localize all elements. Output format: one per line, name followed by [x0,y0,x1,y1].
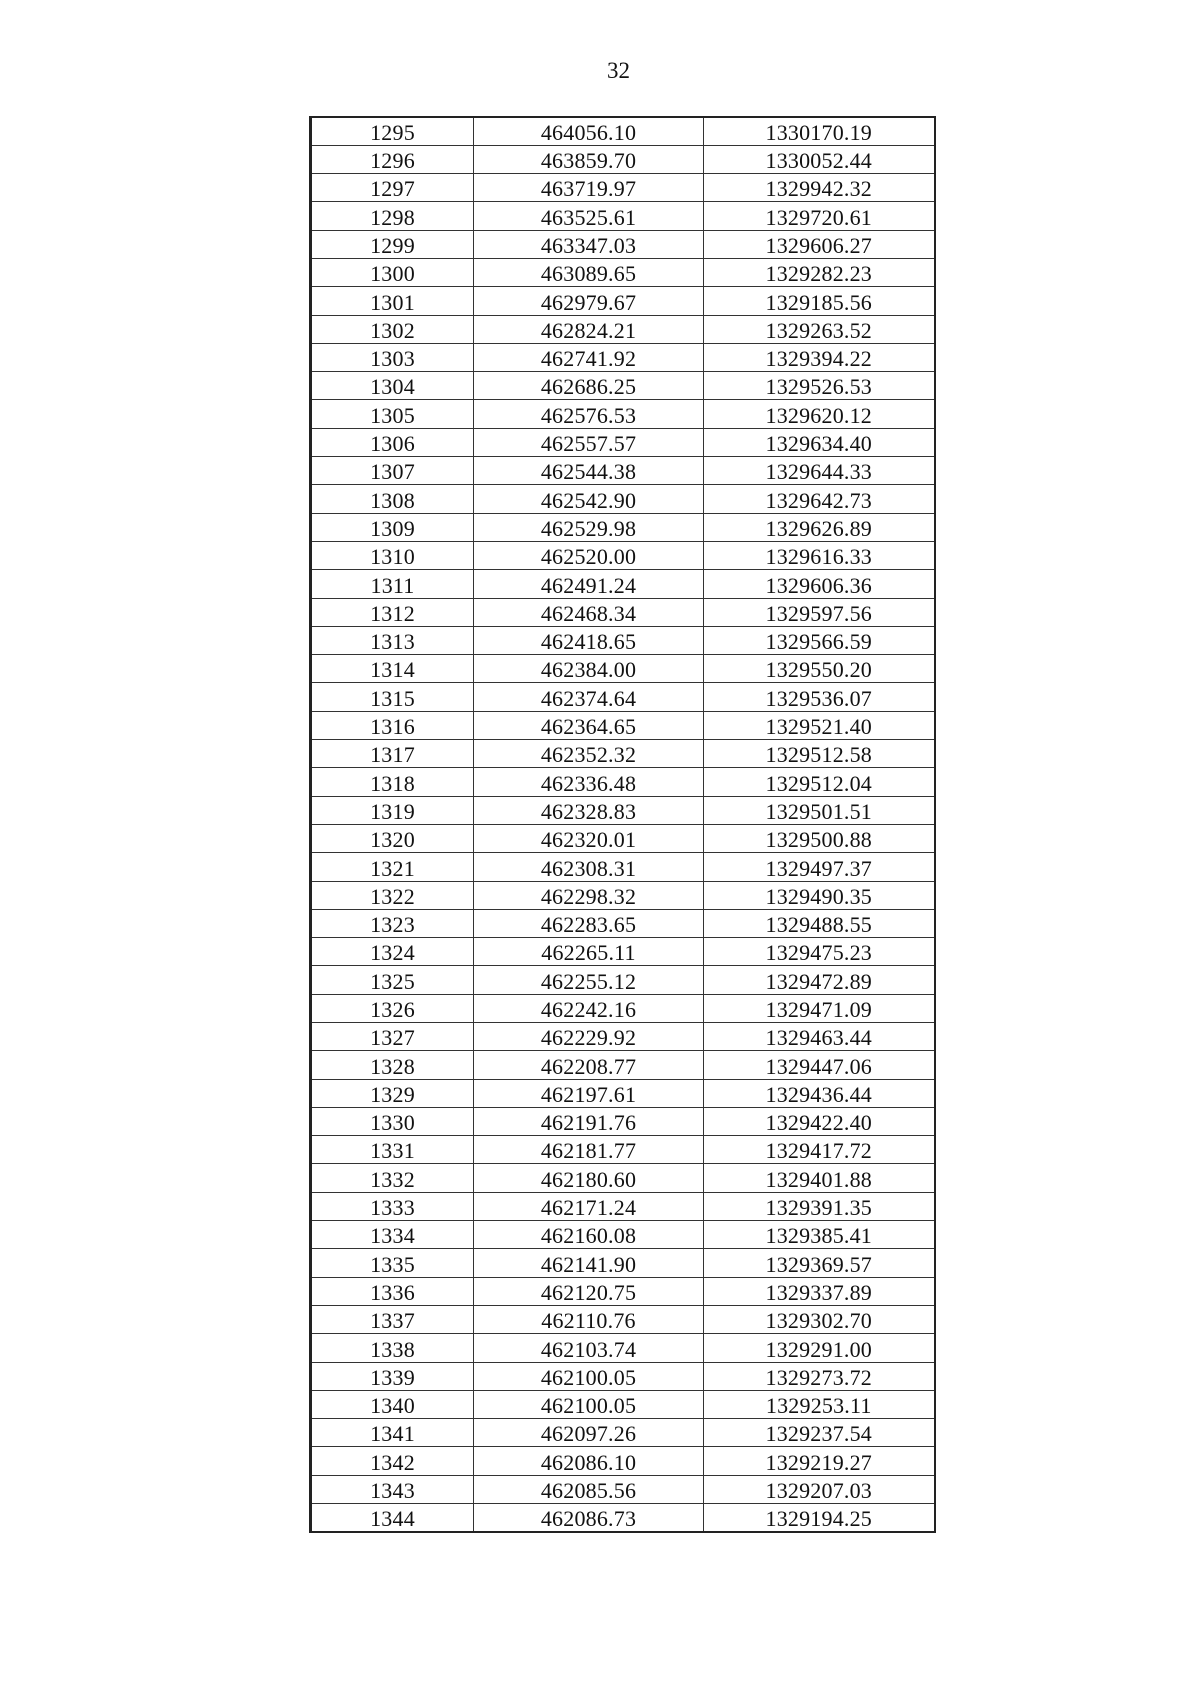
y-coordinate-cell: 1329436.44 [704,1079,935,1107]
y-coordinate-cell: 1329263.52 [704,315,935,343]
table-row [311,626,935,654]
table-row [311,909,935,937]
table-row [311,1334,935,1362]
y-coordinate-cell: 1329369.57 [704,1249,935,1277]
x-coordinate-cell: 462741.92 [474,343,704,371]
y-coordinate-cell: 1329219.27 [704,1447,935,1475]
y-coordinate-cell: 1329385.41 [704,1221,935,1249]
y-coordinate-cell: 1330170.19 [704,117,935,145]
table-row [311,1305,935,1333]
table-row [311,1107,935,1135]
x-coordinate-cell: 462160.08 [474,1221,704,1249]
table-row [311,457,935,485]
y-coordinate-cell: 1329626.89 [704,513,935,541]
x-coordinate-cell: 462110.76 [474,1305,704,1333]
table-row [311,1390,935,1418]
y-coordinate-cell: 1329497.37 [704,853,935,881]
point-number-cell: 1295 [311,117,474,145]
point-number-cell: 1318 [311,768,474,796]
point-number-cell: 1339 [311,1362,474,1390]
table-row [311,174,935,202]
y-coordinate-cell: 1329488.55 [704,909,935,937]
y-coordinate-cell: 1329291.00 [704,1334,935,1362]
coordinates-table [309,116,936,1533]
table-row [311,428,935,456]
table-row [311,1249,935,1277]
table-row [311,400,935,428]
point-number-cell: 1334 [311,1221,474,1249]
point-number-cell: 1312 [311,598,474,626]
x-coordinate-cell: 462308.31 [474,853,704,881]
point-number-cell: 1299 [311,230,474,258]
y-coordinate-cell: 1329550.20 [704,655,935,683]
x-coordinate-cell: 462181.77 [474,1136,704,1164]
x-coordinate-cell: 462242.16 [474,994,704,1022]
y-coordinate-cell: 1329512.04 [704,768,935,796]
y-coordinate-cell: 1329337.89 [704,1277,935,1305]
y-coordinate-cell: 1329253.11 [704,1390,935,1418]
y-coordinate-cell: 1330052.44 [704,145,935,173]
point-number-cell: 1300 [311,258,474,286]
table-row [311,683,935,711]
x-coordinate-cell: 462208.77 [474,1051,704,1079]
table-row [311,1504,935,1532]
x-coordinate-cell: 463089.65 [474,258,704,286]
table-row [311,796,935,824]
y-coordinate-cell: 1329606.27 [704,230,935,258]
y-coordinate-cell: 1329447.06 [704,1051,935,1079]
table-row [311,1362,935,1390]
point-number-cell: 1329 [311,1079,474,1107]
y-coordinate-cell: 1329273.72 [704,1362,935,1390]
x-coordinate-cell: 462265.11 [474,938,704,966]
point-number-cell: 1307 [311,457,474,485]
y-coordinate-cell: 1329422.40 [704,1107,935,1135]
point-number-cell: 1332 [311,1164,474,1192]
point-number-cell: 1340 [311,1390,474,1418]
table-row [311,541,935,569]
x-coordinate-cell: 462283.65 [474,909,704,937]
x-coordinate-cell: 462100.05 [474,1362,704,1390]
table-row [311,740,935,768]
point-number-cell: 1323 [311,909,474,937]
y-coordinate-cell: 1329606.36 [704,570,935,598]
y-coordinate-cell: 1329207.03 [704,1475,935,1503]
y-coordinate-cell: 1329634.40 [704,428,935,456]
table-row [311,824,935,852]
x-coordinate-cell: 463859.70 [474,145,704,173]
table-row [311,315,935,343]
x-coordinate-cell: 462418.65 [474,626,704,654]
x-coordinate-cell: 462086.73 [474,1504,704,1532]
table-row [311,1277,935,1305]
y-coordinate-cell: 1329501.51 [704,796,935,824]
x-coordinate-cell: 462544.38 [474,457,704,485]
point-number-cell: 1311 [311,570,474,598]
x-coordinate-cell: 462180.60 [474,1164,704,1192]
x-coordinate-cell: 462529.98 [474,513,704,541]
table-row [311,1051,935,1079]
point-number-cell: 1315 [311,683,474,711]
y-coordinate-cell: 1329536.07 [704,683,935,711]
point-number-cell: 1296 [311,145,474,173]
table-row [311,1079,935,1107]
point-number-cell: 1326 [311,994,474,1022]
y-coordinate-cell: 1329942.32 [704,174,935,202]
y-coordinate-cell: 1329394.22 [704,343,935,371]
point-number-cell: 1298 [311,202,474,230]
table-row [311,1192,935,1220]
x-coordinate-cell: 463347.03 [474,230,704,258]
y-coordinate-cell: 1329302.70 [704,1305,935,1333]
table-row [311,1419,935,1447]
table-row [311,570,935,598]
y-coordinate-cell: 1329644.33 [704,457,935,485]
x-coordinate-cell: 462824.21 [474,315,704,343]
table-row [311,711,935,739]
table-row [311,230,935,258]
point-number-cell: 1325 [311,966,474,994]
point-number-cell: 1344 [311,1504,474,1532]
x-coordinate-cell: 462320.01 [474,824,704,852]
y-coordinate-cell: 1329500.88 [704,824,935,852]
table-row [311,513,935,541]
x-coordinate-cell: 462191.76 [474,1107,704,1135]
x-coordinate-cell: 462468.34 [474,598,704,626]
table-row [311,202,935,230]
x-coordinate-cell: 462328.83 [474,796,704,824]
x-coordinate-cell: 462542.90 [474,485,704,513]
point-number-cell: 1342 [311,1447,474,1475]
point-number-cell: 1321 [311,853,474,881]
point-number-cell: 1303 [311,343,474,371]
point-number-cell: 1308 [311,485,474,513]
x-coordinate-cell: 462686.25 [474,372,704,400]
point-number-cell: 1331 [311,1136,474,1164]
x-coordinate-cell: 462171.24 [474,1192,704,1220]
table-row [311,994,935,1022]
point-number-cell: 1314 [311,655,474,683]
x-coordinate-cell: 462364.65 [474,711,704,739]
x-coordinate-cell: 463719.97 [474,174,704,202]
x-coordinate-cell: 462197.61 [474,1079,704,1107]
x-coordinate-cell: 462336.48 [474,768,704,796]
point-number-cell: 1322 [311,881,474,909]
x-coordinate-cell: 462255.12 [474,966,704,994]
x-coordinate-cell: 462103.74 [474,1334,704,1362]
table-row [311,117,935,145]
y-coordinate-cell: 1329597.56 [704,598,935,626]
y-coordinate-cell: 1329526.53 [704,372,935,400]
table-row [311,343,935,371]
table-row [311,768,935,796]
point-number-cell: 1320 [311,824,474,852]
table-row [311,1136,935,1164]
point-number-cell: 1341 [311,1419,474,1447]
table-row [311,881,935,909]
y-coordinate-cell: 1329391.35 [704,1192,935,1220]
point-number-cell: 1319 [311,796,474,824]
table-row [311,966,935,994]
point-number-cell: 1328 [311,1051,474,1079]
y-coordinate-cell: 1329463.44 [704,1023,935,1051]
point-number-cell: 1333 [311,1192,474,1220]
table-row [311,1023,935,1051]
x-coordinate-cell: 463525.61 [474,202,704,230]
x-coordinate-cell: 462352.32 [474,740,704,768]
x-coordinate-cell: 462979.67 [474,287,704,315]
x-coordinate-cell: 462086.10 [474,1447,704,1475]
y-coordinate-cell: 1329475.23 [704,938,935,966]
x-coordinate-cell: 462100.05 [474,1390,704,1418]
table-row [311,258,935,286]
point-number-cell: 1301 [311,287,474,315]
table-row [311,145,935,173]
y-coordinate-cell: 1329417.72 [704,1136,935,1164]
table-row [311,287,935,315]
point-number-cell: 1330 [311,1107,474,1135]
point-number-cell: 1302 [311,315,474,343]
point-number-cell: 1335 [311,1249,474,1277]
y-coordinate-cell: 1329616.33 [704,541,935,569]
y-coordinate-cell: 1329720.61 [704,202,935,230]
y-coordinate-cell: 1329282.23 [704,258,935,286]
y-coordinate-cell: 1329471.09 [704,994,935,1022]
table-row [311,1221,935,1249]
point-number-cell: 1317 [311,740,474,768]
x-coordinate-cell: 462374.64 [474,683,704,711]
point-number-cell: 1304 [311,372,474,400]
point-number-cell: 1327 [311,1023,474,1051]
page-number: 32 [607,58,630,83]
point-number-cell: 1305 [311,400,474,428]
y-coordinate-cell: 1329237.54 [704,1419,935,1447]
point-number-cell: 1313 [311,626,474,654]
table-row [311,598,935,626]
point-number-cell: 1306 [311,428,474,456]
table-row [311,485,935,513]
point-number-cell: 1316 [311,711,474,739]
point-number-cell: 1309 [311,513,474,541]
y-coordinate-cell: 1329185.56 [704,287,935,315]
point-number-cell: 1324 [311,938,474,966]
table-row [311,1475,935,1503]
y-coordinate-cell: 1329490.35 [704,881,935,909]
x-coordinate-cell: 462120.75 [474,1277,704,1305]
point-number-cell: 1338 [311,1334,474,1362]
table-row [311,938,935,966]
x-coordinate-cell: 462097.26 [474,1419,704,1447]
y-coordinate-cell: 1329194.25 [704,1504,935,1532]
y-coordinate-cell: 1329566.59 [704,626,935,654]
coordinates-table-body [311,117,935,1532]
y-coordinate-cell: 1329472.89 [704,966,935,994]
table-row [311,1447,935,1475]
x-coordinate-cell: 462229.92 [474,1023,704,1051]
x-coordinate-cell: 462520.00 [474,541,704,569]
y-coordinate-cell: 1329401.88 [704,1164,935,1192]
table-row [311,1164,935,1192]
point-number-cell: 1337 [311,1305,474,1333]
table-row [311,853,935,881]
point-number-cell: 1310 [311,541,474,569]
point-number-cell: 1297 [311,174,474,202]
point-number-cell: 1343 [311,1475,474,1503]
y-coordinate-cell: 1329642.73 [704,485,935,513]
point-number-cell: 1336 [311,1277,474,1305]
y-coordinate-cell: 1329620.12 [704,400,935,428]
x-coordinate-cell: 462298.32 [474,881,704,909]
coordinates-table-container [309,116,933,1533]
table-row [311,655,935,683]
x-coordinate-cell: 462576.53 [474,400,704,428]
x-coordinate-cell: 462557.57 [474,428,704,456]
y-coordinate-cell: 1329521.40 [704,711,935,739]
x-coordinate-cell: 462141.90 [474,1249,704,1277]
x-coordinate-cell: 462085.56 [474,1475,704,1503]
x-coordinate-cell: 462491.24 [474,570,704,598]
x-coordinate-cell: 462384.00 [474,655,704,683]
table-row [311,372,935,400]
x-coordinate-cell: 464056.10 [474,117,704,145]
y-coordinate-cell: 1329512.58 [704,740,935,768]
